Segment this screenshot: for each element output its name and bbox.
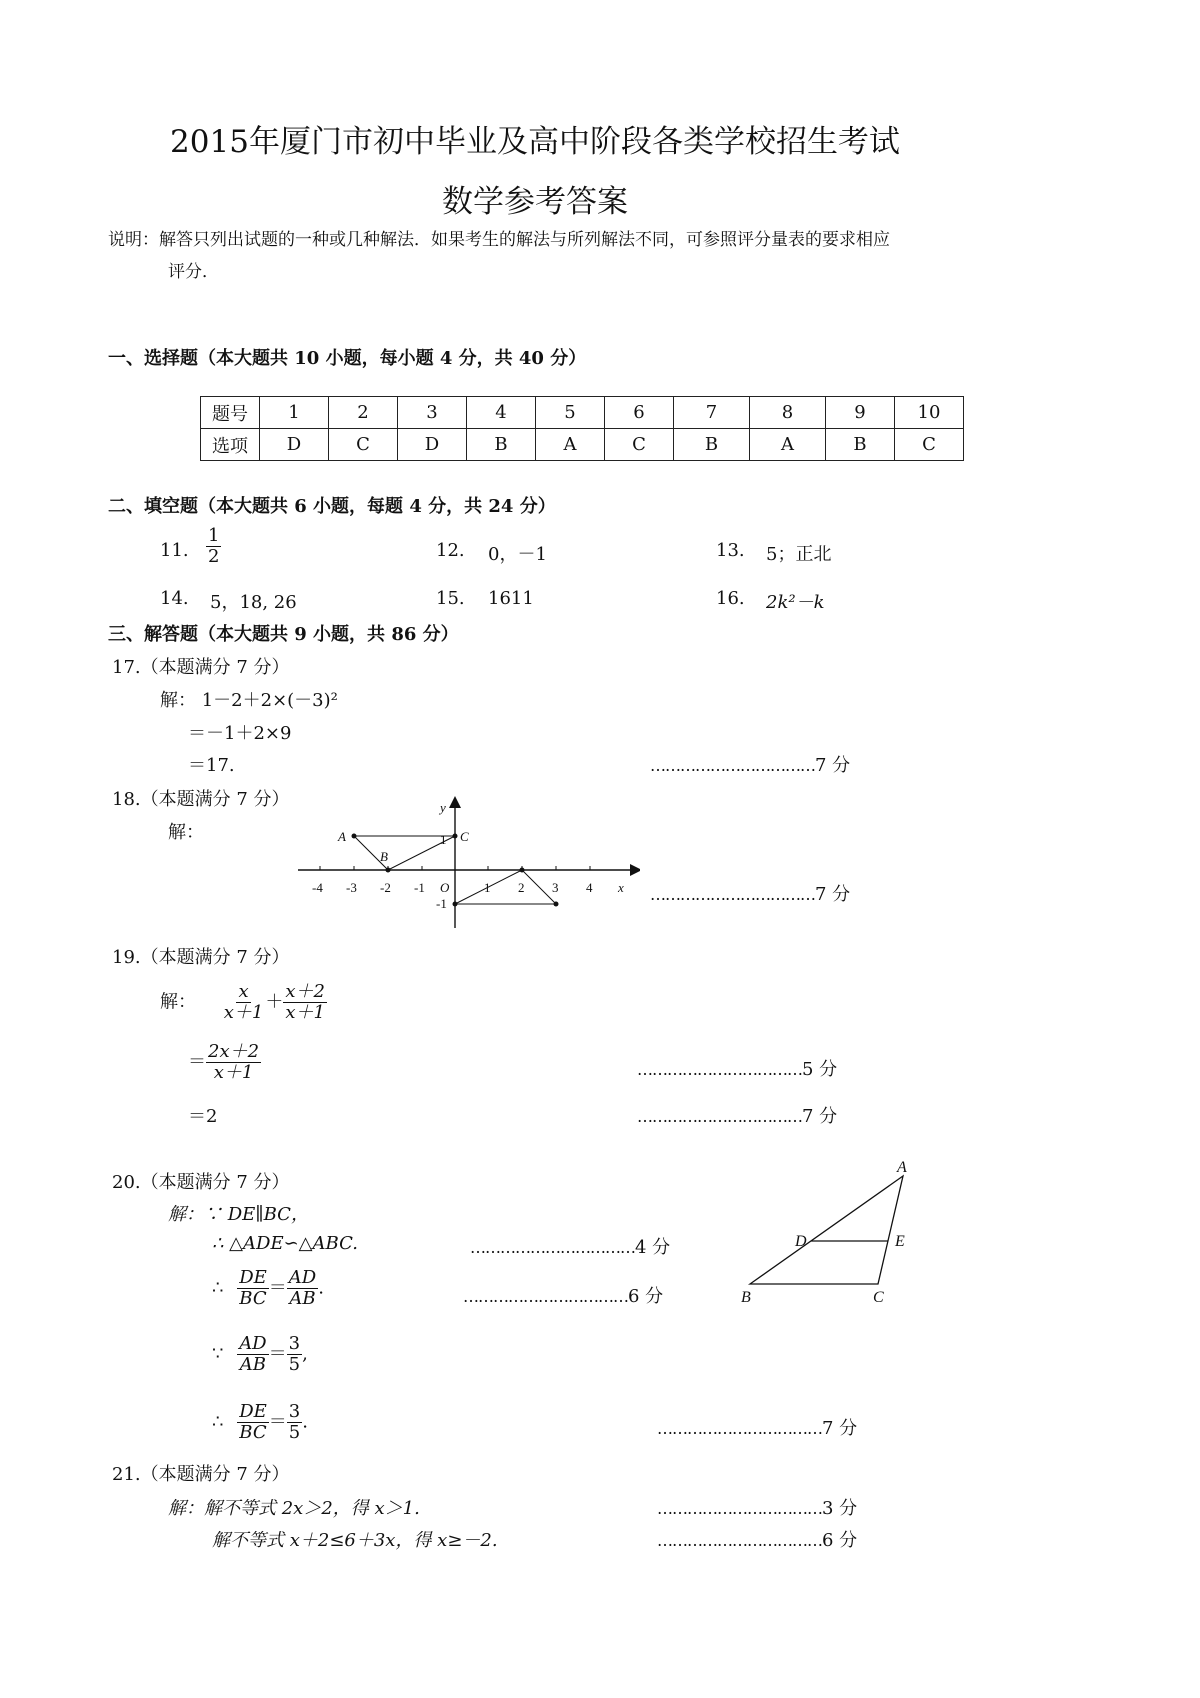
table-cell: 5: [536, 397, 605, 429]
fraction-denominator: 5: [288, 1421, 301, 1443]
fraction-numerator: 2x＋2: [208, 1041, 260, 1062]
q18-score: [650, 880, 850, 906]
page-title: 2015年厦门市初中毕业及高中阶段各类学校招生考试: [170, 124, 900, 160]
q18-heading: 18.（本题满分 7 分）: [112, 789, 290, 810]
plus-sign: ＋: [265, 991, 284, 1013]
fill-q11-number: 11.: [160, 540, 189, 561]
score-text: 6 分: [628, 1286, 664, 1307]
q19-score-2: [637, 1102, 837, 1128]
q20-score-1: [470, 1233, 670, 1259]
x-axis-arrow: [630, 864, 640, 876]
section-1-heading: 一、选择题（本大题共 10 小题，每小题 4 分，共 40 分）: [108, 348, 587, 369]
q20-triangle-figure: [735, 1160, 920, 1310]
table-cell: B: [467, 429, 536, 461]
x-tick-label: -4: [312, 880, 323, 895]
table-cell: 8: [750, 397, 826, 429]
y-tick-label: 1: [440, 832, 447, 847]
table-cell: B: [826, 429, 895, 461]
y-axis-label: y: [440, 800, 446, 815]
point-label-a: A: [338, 829, 346, 844]
q19-heading: 19.（本题满分 7 分）: [112, 947, 290, 968]
score-text: 3 分: [822, 1498, 858, 1519]
q21-line-2: 解不等式 x＋2≤6＋3x，得 x≥－2.: [212, 1530, 498, 1551]
fraction-numerator: x＋2: [285, 981, 325, 1002]
fill-q14-number: 14.: [160, 588, 189, 609]
y-tick-label: -1: [436, 896, 447, 911]
q20-line-2: ∴ △ADE∽△ABC.: [212, 1233, 358, 1254]
q17-line-1: 解： 1－2＋2×(－3)²: [160, 690, 338, 711]
q17-line-3: ＝17.: [188, 755, 235, 776]
q19-score-1: [637, 1055, 837, 1081]
x-axis-label: x: [618, 880, 624, 895]
q19-line-3: ＝2: [188, 1106, 218, 1127]
x-tick-label: -1: [414, 880, 425, 895]
fill-q16-number: 16.: [716, 588, 745, 609]
fraction-numerator: x: [238, 981, 249, 1002]
x-tick-label: -2: [380, 880, 391, 895]
score-text: 7 分: [815, 884, 851, 905]
table-cell: C: [895, 429, 964, 461]
table-row-numbers: [201, 397, 964, 429]
table-head-answer: 选项: [201, 429, 260, 461]
score-dots: ……………………………: [657, 1531, 822, 1550]
fill-q15-answer: 1611: [488, 588, 534, 609]
score-text: 4 分: [635, 1237, 671, 1258]
q20-line-1: 解：∵ DE∥BC，: [168, 1204, 309, 1225]
q21-score-1: [657, 1494, 857, 1520]
fraction-denominator: BC: [239, 1421, 267, 1443]
score-text: 5 分: [802, 1059, 838, 1080]
table-cell: 4: [467, 397, 536, 429]
table-cell: D: [260, 429, 329, 461]
q21-score-2: [657, 1526, 857, 1552]
x-tick-label: 3: [552, 880, 559, 895]
table-cell: 3: [398, 397, 467, 429]
triangle-abc: [750, 1176, 903, 1284]
therefore-symbol: ∴: [212, 1277, 224, 1299]
fraction-denominator: x＋1: [213, 1061, 254, 1083]
table-cell: 2: [329, 397, 398, 429]
vertex-label-a: A: [897, 1160, 907, 1176]
table-cell: 6: [605, 397, 674, 429]
fill-q16-answer: 2k²－k: [766, 592, 825, 613]
table-cell: A: [536, 429, 605, 461]
fraction-denominator: x＋1: [223, 1001, 264, 1023]
q20-score-3: [657, 1414, 857, 1440]
q20-score-2: [463, 1282, 663, 1308]
fill-q13-answer: 5；正北: [766, 544, 832, 565]
q19-line-2: [188, 1042, 261, 1083]
table-cell: 9: [826, 397, 895, 429]
q17-score: [650, 751, 850, 777]
vertex-label-c: C: [873, 1289, 884, 1306]
score-dots: ……………………………: [650, 756, 815, 775]
fraction-numerator: AD: [288, 1267, 317, 1288]
table-row-answers: [201, 429, 964, 461]
fill-q12-number: 12.: [436, 540, 465, 561]
score-dots: ……………………………: [657, 1419, 822, 1438]
score-dots: ……………………………: [637, 1060, 802, 1079]
fraction-numerator: AD: [239, 1333, 267, 1354]
table-cell: B: [674, 429, 750, 461]
table-cell: C: [329, 429, 398, 461]
fraction-denominator: BC: [239, 1287, 267, 1309]
vertex-label-e: E: [895, 1233, 905, 1250]
fraction-denominator: AB: [239, 1353, 267, 1375]
vertex-label-b: B: [741, 1289, 751, 1306]
table-cell: C: [605, 429, 674, 461]
q18-coordinate-graph: [290, 796, 640, 932]
score-dots: ……………………………: [463, 1287, 628, 1306]
q20-line-4: ∵ $\frac{AD}{AB}$ ＝ $\frac{3}{5}$ ,: [212, 1333, 308, 1375]
fraction-denominator: AB: [289, 1287, 316, 1309]
fill-q11-answer: [206, 526, 221, 567]
q19-line-1: [160, 982, 327, 1023]
x-tick-label: -3: [346, 880, 357, 895]
table-cell: A: [750, 429, 826, 461]
fill-q12-answer: 0，－1: [488, 544, 547, 565]
q20-line-3: ∴ $\frac{DE}{BC}$ ＝ $\frac{AD}{AB}$ .: [212, 1267, 324, 1309]
y-axis-arrow: [449, 796, 461, 808]
note-line-2: 评分．: [168, 262, 219, 282]
score-text: 6 分: [822, 1530, 858, 1551]
fraction-denominator: 2: [208, 545, 220, 567]
fill-q15-number: 15.: [436, 588, 465, 609]
origin-label: O: [440, 880, 450, 895]
score-text: 7 分: [822, 1418, 858, 1439]
fraction-numerator: 1: [208, 525, 220, 546]
equals-sign: ＝: [188, 1051, 206, 1073]
q17-heading: 17.（本题满分 7 分）: [112, 657, 290, 678]
q20-heading: 20.（本题满分 7 分）: [112, 1172, 290, 1193]
x-tick-label: 4: [586, 880, 593, 895]
fill-q13-number: 13.: [716, 540, 745, 561]
fill-q14-answer: 5，18, 26: [210, 592, 297, 613]
table-cell: 10: [895, 397, 964, 429]
table-cell: D: [398, 429, 467, 461]
fraction-denominator: 5: [288, 1353, 301, 1375]
table-head-number: 题号: [201, 397, 260, 429]
answer-table: [200, 396, 964, 461]
table-cell: 7: [674, 397, 750, 429]
q21-line-1: 解：解不等式 2x＞2，得 x＞1.: [168, 1498, 420, 1519]
because-symbol: ∵: [212, 1343, 224, 1365]
q20-line-5: ∴ $\frac{DE}{BC}$ ＝ $\frac{3}{5}$ .: [212, 1401, 308, 1443]
page-subtitle: 数学参考答案: [442, 184, 628, 220]
fraction-numerator: DE: [239, 1267, 267, 1288]
fraction-numerator: 3: [288, 1401, 301, 1422]
section-2-heading: 二、填空题（本大题共 6 小题，每题 4 分，共 24 分）: [108, 496, 556, 517]
point-label-b: B: [380, 849, 388, 864]
x-tick-label: 1: [484, 880, 491, 895]
x-tick-label: 2: [518, 880, 525, 895]
section-3-heading: 三、解答题（本大题共 9 小题，共 86 分）: [108, 624, 459, 645]
score-dots: ……………………………: [650, 885, 815, 904]
q19-solve-label: 解：: [160, 991, 196, 1013]
fraction-numerator: DE: [239, 1401, 267, 1422]
score-dots: ……………………………: [637, 1107, 802, 1126]
fraction-denominator: x＋1: [285, 1001, 325, 1023]
score-text: 7 分: [815, 755, 851, 776]
q18-solve-label: 解：: [168, 822, 204, 843]
score-text: 7 分: [802, 1106, 838, 1127]
vertex-label-d: D: [795, 1233, 807, 1250]
score-dots: ……………………………: [657, 1499, 822, 1518]
therefore-symbol: ∴: [212, 1411, 224, 1433]
triangle-image: [455, 870, 556, 904]
fraction-numerator: 3: [288, 1333, 301, 1354]
table-cell: 1: [260, 397, 329, 429]
point-label-c: C: [460, 829, 469, 844]
q21-heading: 21.（本题满分 7 分）: [112, 1464, 290, 1485]
note-line-1: 说明：解答只列出试题的一种或几种解法．如果考生的解法与所列解法不同，可参照评分量表的要求相应: [108, 230, 890, 250]
score-dots: ……………………………: [470, 1238, 635, 1257]
q17-line-2: ＝－1＋2×9: [188, 723, 292, 744]
